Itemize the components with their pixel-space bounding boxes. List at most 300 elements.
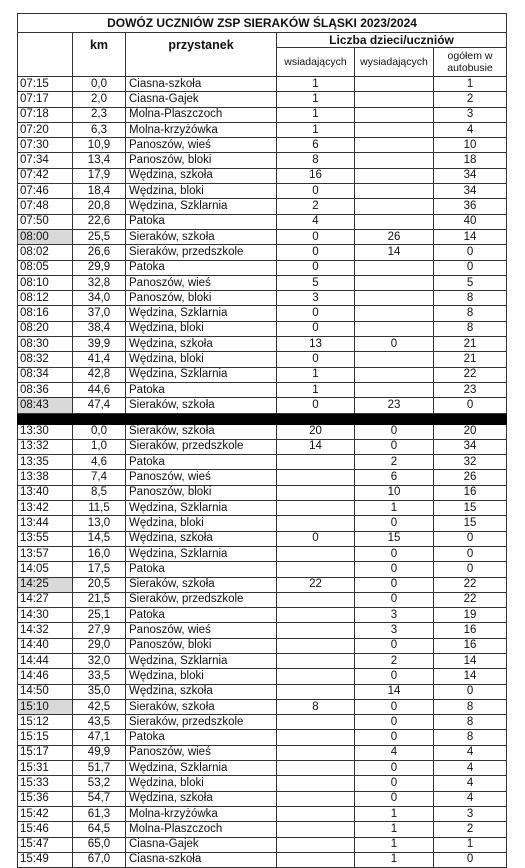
total-cell: 14	[434, 653, 507, 668]
stop-cell: Ciasna-Gajek	[126, 92, 277, 107]
time-cell: 14:27	[18, 592, 73, 607]
km-cell: 21,5	[73, 592, 126, 607]
boarding-cell: 0	[277, 321, 355, 336]
total-cell: 21	[434, 352, 507, 367]
alighting-cell	[355, 122, 434, 137]
stop-cell: Patoka	[126, 260, 277, 275]
table-row	[18, 153, 507, 168]
time-cell: 08:34	[18, 367, 73, 382]
time-cell: 07:18	[18, 107, 73, 122]
alighting-cell: 0	[355, 439, 434, 454]
alighting-cell	[355, 352, 434, 367]
boarding-cell: 1	[277, 367, 355, 382]
time-cell: 14:50	[18, 684, 73, 699]
km-cell: 17,9	[73, 168, 126, 183]
total-cell: 34	[434, 184, 507, 199]
time-cell: 07:42	[18, 168, 73, 183]
total-cell: 34	[434, 439, 507, 454]
total-cell: 0	[434, 260, 507, 275]
table-row	[18, 214, 507, 229]
alighting-cell	[355, 77, 434, 92]
children-count-header: Liczba dzieci/uczniów	[277, 33, 507, 48]
stop-cell: Wędzina, Szklarnia	[126, 306, 277, 321]
stop-cell: Patoka	[126, 562, 277, 577]
stop-cell: Panoszów, wieś	[126, 623, 277, 638]
alighting-cell: 3	[355, 608, 434, 623]
boarding-cell	[277, 562, 355, 577]
boarding-cell: 0	[277, 245, 355, 260]
total-cell: 36	[434, 199, 507, 214]
time-cell: 15:49	[18, 852, 73, 867]
table-row	[18, 684, 507, 699]
km-cell: 25,5	[73, 229, 126, 244]
total-cell: 1	[434, 837, 507, 852]
table-row	[18, 531, 507, 546]
stop-cell: Molna-Plaszczoch	[126, 107, 277, 122]
boarding-cell	[277, 455, 355, 470]
total-cell: 8	[434, 715, 507, 730]
section-divider-bar	[18, 413, 507, 424]
time-cell: 08:02	[18, 245, 73, 260]
boarding-cell	[277, 730, 355, 745]
time-cell: 07:34	[18, 153, 73, 168]
alighting-cell: 2	[355, 455, 434, 470]
total-cell: 0	[434, 562, 507, 577]
boarding-cell	[277, 638, 355, 653]
km-cell: 32,0	[73, 653, 126, 668]
km-cell: 22,6	[73, 214, 126, 229]
boarding-cell: 8	[277, 153, 355, 168]
km-cell: 11,5	[73, 501, 126, 516]
table-row	[18, 485, 507, 500]
time-cell: 14:25	[18, 577, 73, 592]
total-cell: 5	[434, 275, 507, 290]
alighting-cell	[355, 321, 434, 336]
total-cell: 8	[434, 306, 507, 321]
km-cell: 18,4	[73, 184, 126, 199]
alighting-cell: 14	[355, 245, 434, 260]
km-cell: 39,9	[73, 337, 126, 352]
table-row	[18, 275, 507, 290]
alighting-cell: 1	[355, 852, 434, 867]
km-cell: 27,9	[73, 623, 126, 638]
stop-cell: Wędzina, szkoła	[126, 531, 277, 546]
stop-cell: Wędzina, bloki	[126, 352, 277, 367]
boarding-cell: 1	[277, 382, 355, 397]
alighting-cell: 1	[355, 501, 434, 516]
total-cell: 34	[434, 168, 507, 183]
boarding-cell	[277, 745, 355, 760]
total-cell: 15	[434, 501, 507, 516]
total-cell: 16	[434, 623, 507, 638]
table-row	[18, 382, 507, 397]
time-cell: 07:17	[18, 92, 73, 107]
table-row	[18, 470, 507, 485]
km-cell: 44,6	[73, 382, 126, 397]
total-cell: 0	[434, 398, 507, 413]
boarding-cell	[277, 470, 355, 485]
total-cell: 32	[434, 455, 507, 470]
alighting-cell: 0	[355, 424, 434, 439]
time-cell: 13:32	[18, 439, 73, 454]
km-cell: 20,8	[73, 199, 126, 214]
total-cell: 0	[434, 531, 507, 546]
boarding-cell	[277, 715, 355, 730]
table-row	[18, 516, 507, 531]
alighting-cell	[355, 306, 434, 321]
table-row	[18, 455, 507, 470]
boarding-cell: 0	[277, 184, 355, 199]
time-cell: 13:30	[18, 424, 73, 439]
stop-cell: Wędzina, szkoła	[126, 337, 277, 352]
boarding-cell	[277, 608, 355, 623]
stop-cell: Panoszów, wieś	[126, 138, 277, 153]
stop-cell: Sieraków, szkoła	[126, 398, 277, 413]
time-cell: 08:10	[18, 275, 73, 290]
stop-cell: Panoszów, bloki	[126, 153, 277, 168]
total-cell: 8	[434, 730, 507, 745]
km-cell: 6,3	[73, 122, 126, 137]
alighting-cell: 14	[355, 684, 434, 699]
table-row	[18, 546, 507, 561]
table-row	[18, 562, 507, 577]
alighting-cell: 6	[355, 470, 434, 485]
alighting-cell: 26	[355, 229, 434, 244]
km-cell: 17,5	[73, 562, 126, 577]
total-cell: 18	[434, 153, 507, 168]
alighting-cell	[355, 107, 434, 122]
boarding-cell	[277, 761, 355, 776]
total-cell: 8	[434, 321, 507, 336]
time-cell: 15:36	[18, 791, 73, 806]
boarding-cell	[277, 623, 355, 638]
boarding-cell	[277, 546, 355, 561]
table-row	[18, 730, 507, 745]
table-row	[18, 367, 507, 382]
boarding-cell: 16	[277, 168, 355, 183]
table-row	[18, 653, 507, 668]
table-row	[18, 107, 507, 122]
stop-cell: Patoka	[126, 730, 277, 745]
table-row	[18, 638, 507, 653]
total-cell: 0	[434, 684, 507, 699]
km-cell: 26,6	[73, 245, 126, 260]
time-cell: 15:42	[18, 806, 73, 821]
km-cell: 51,7	[73, 761, 126, 776]
time-cell: 07:48	[18, 199, 73, 214]
alighting-cell: 0	[355, 592, 434, 607]
alighting-cell: 0	[355, 730, 434, 745]
total-cell: 15	[434, 516, 507, 531]
boarding-cell	[277, 806, 355, 821]
alighting-cell: 1	[355, 837, 434, 852]
stop-cell: Patoka	[126, 455, 277, 470]
time-cell: 08:32	[18, 352, 73, 367]
total-cell: 0	[434, 546, 507, 561]
boarding-cell: 1	[277, 107, 355, 122]
total-cell: 40	[434, 214, 507, 229]
time-cell: 08:30	[18, 337, 73, 352]
km-cell: 7,4	[73, 470, 126, 485]
total-cell: 4	[434, 761, 507, 776]
section-divider	[18, 413, 507, 424]
boarding-cell: 22	[277, 577, 355, 592]
time-cell: 15:47	[18, 837, 73, 852]
time-cell: 07:50	[18, 214, 73, 229]
total-cell: 14	[434, 669, 507, 684]
km-cell: 0,0	[73, 77, 126, 92]
boarding-header: wsiadających	[277, 48, 355, 77]
time-cell: 15:31	[18, 761, 73, 776]
km-cell: 38,4	[73, 321, 126, 336]
time-cell: 14:05	[18, 562, 73, 577]
boarding-cell: 1	[277, 92, 355, 107]
table-row	[18, 337, 507, 352]
time-cell: 13:40	[18, 485, 73, 500]
total-on-bus-header: ogółem w autobusie	[434, 48, 507, 77]
boarding-cell: 13	[277, 337, 355, 352]
time-cell: 14:46	[18, 669, 73, 684]
alighting-cell: 0	[355, 761, 434, 776]
bus-schedule-table	[17, 13, 507, 868]
table-row	[18, 352, 507, 367]
boarding-cell: 0	[277, 398, 355, 413]
table-row	[18, 229, 507, 244]
stop-cell: Wędzina, Szklarnia	[126, 761, 277, 776]
boarding-cell: 0	[277, 260, 355, 275]
total-cell: 3	[434, 107, 507, 122]
km-cell: 34,0	[73, 291, 126, 306]
time-cell: 08:05	[18, 260, 73, 275]
alighting-cell	[355, 92, 434, 107]
km-cell: 0,0	[73, 424, 126, 439]
total-cell: 26	[434, 470, 507, 485]
total-cell: 0	[434, 852, 507, 867]
stop-cell: Sieraków, szkoła	[126, 424, 277, 439]
boarding-cell: 3	[277, 291, 355, 306]
table-row	[18, 501, 507, 516]
alighting-cell: 0	[355, 669, 434, 684]
km-cell: 29,9	[73, 260, 126, 275]
stop-cell: Wędzina, szkoła	[126, 168, 277, 183]
table-row	[18, 852, 507, 867]
total-cell: 10	[434, 138, 507, 153]
stop-cell: Molna-krzyżówka	[126, 806, 277, 821]
time-cell: 13:35	[18, 455, 73, 470]
total-cell: 21	[434, 337, 507, 352]
boarding-cell	[277, 684, 355, 699]
alighting-cell	[355, 184, 434, 199]
table-row	[18, 92, 507, 107]
alighting-cell: 15	[355, 531, 434, 546]
stop-cell: Panoszów, bloki	[126, 638, 277, 653]
time-cell: 08:12	[18, 291, 73, 306]
boarding-cell: 5	[277, 275, 355, 290]
time-cell: 08:16	[18, 306, 73, 321]
boarding-cell: 20	[277, 424, 355, 439]
table-row	[18, 306, 507, 321]
km-cell: 1,0	[73, 439, 126, 454]
total-cell: 22	[434, 592, 507, 607]
km-cell: 8,5	[73, 485, 126, 500]
table-row	[18, 260, 507, 275]
alighting-cell: 0	[355, 791, 434, 806]
time-cell: 13:44	[18, 516, 73, 531]
total-cell: 19	[434, 608, 507, 623]
total-cell: 16	[434, 485, 507, 500]
document-title: DOWÓZ UCZNIÓW ZSP SIERAKÓW ŚLĄSKI 2023/2024	[18, 14, 507, 33]
boarding-cell	[277, 822, 355, 837]
stop-cell: Wędzina, Szklarnia	[126, 199, 277, 214]
km-cell: 64,5	[73, 822, 126, 837]
km-cell: 54,7	[73, 791, 126, 806]
alighting-cell	[355, 138, 434, 153]
boarding-cell	[277, 653, 355, 668]
stop-cell: Ciasna-szkoła	[126, 852, 277, 867]
time-cell: 13:57	[18, 546, 73, 561]
time-cell: 14:44	[18, 653, 73, 668]
table-row	[18, 822, 507, 837]
total-cell: 23	[434, 382, 507, 397]
alighting-cell	[355, 275, 434, 290]
alighting-cell: 23	[355, 398, 434, 413]
alighting-cell: 0	[355, 699, 434, 714]
km-cell: 4,6	[73, 455, 126, 470]
stop-cell: Sieraków, przedszkole	[126, 439, 277, 454]
table-row	[18, 398, 507, 413]
km-cell: 2,3	[73, 107, 126, 122]
table-row	[18, 184, 507, 199]
boarding-cell	[277, 592, 355, 607]
stop-cell: Wędzina, bloki	[126, 776, 277, 791]
time-cell: 13:38	[18, 470, 73, 485]
stop-cell: Panoszów, bloki	[126, 485, 277, 500]
time-header	[18, 33, 73, 77]
km-cell: 47,4	[73, 398, 126, 413]
time-cell: 15:10	[18, 699, 73, 714]
stop-cell: Sieraków, przedszkole	[126, 592, 277, 607]
stop-cell: Wędzina, Szklarnia	[126, 367, 277, 382]
stop-cell: Sieraków, szkoła	[126, 699, 277, 714]
table-row	[18, 77, 507, 92]
km-cell: 29,0	[73, 638, 126, 653]
total-cell: 8	[434, 291, 507, 306]
time-cell: 14:30	[18, 608, 73, 623]
stop-cell: Patoka	[126, 608, 277, 623]
alighting-cell: 0	[355, 337, 434, 352]
km-cell: 42,5	[73, 699, 126, 714]
total-cell: 22	[434, 577, 507, 592]
km-cell: 16,0	[73, 546, 126, 561]
stop-cell: Wędzina, bloki	[126, 184, 277, 199]
km-cell: 49,9	[73, 745, 126, 760]
boarding-cell: 0	[277, 352, 355, 367]
boarding-cell: 0	[277, 229, 355, 244]
alighting-cell: 0	[355, 776, 434, 791]
boarding-cell	[277, 776, 355, 791]
table-row	[18, 291, 507, 306]
km-header: km	[73, 33, 126, 77]
stop-cell: Sieraków, szkoła	[126, 229, 277, 244]
km-cell: 33,5	[73, 669, 126, 684]
schedule-body	[18, 77, 507, 868]
total-cell: 3	[434, 806, 507, 821]
table-row	[18, 715, 507, 730]
stop-cell: Wędzina, Szklarnia	[126, 653, 277, 668]
table-row	[18, 199, 507, 214]
km-cell: 41,4	[73, 352, 126, 367]
km-cell: 35,0	[73, 684, 126, 699]
table-row	[18, 439, 507, 454]
total-cell: 8	[434, 699, 507, 714]
alighting-cell	[355, 199, 434, 214]
alighting-cell	[355, 382, 434, 397]
table-row	[18, 592, 507, 607]
stop-cell: Wędzina, bloki	[126, 516, 277, 531]
boarding-cell: 1	[277, 77, 355, 92]
alighting-cell: 0	[355, 638, 434, 653]
stop-cell: Panoszów, bloki	[126, 291, 277, 306]
km-cell: 53,2	[73, 776, 126, 791]
total-cell: 2	[434, 822, 507, 837]
table-row	[18, 321, 507, 336]
stop-cell: Sieraków, przedszkole	[126, 715, 277, 730]
stop-cell: Wędzina, Szklarnia	[126, 546, 277, 561]
total-cell: 0	[434, 245, 507, 260]
boarding-cell: 1	[277, 122, 355, 137]
boarding-cell: 8	[277, 699, 355, 714]
alighting-cell	[355, 153, 434, 168]
time-cell: 08:00	[18, 229, 73, 244]
alighting-cell: 10	[355, 485, 434, 500]
km-cell: 43,5	[73, 715, 126, 730]
total-cell: 4	[434, 745, 507, 760]
stop-cell: Wędzina, Szklarnia	[126, 501, 277, 516]
stop-cell: Panoszów, wieś	[126, 745, 277, 760]
alighting-cell	[355, 260, 434, 275]
time-cell: 15:15	[18, 730, 73, 745]
total-cell: 20	[434, 424, 507, 439]
table-row	[18, 806, 507, 821]
time-cell: 14:40	[18, 638, 73, 653]
stop-cell: Wędzina, bloki	[126, 669, 277, 684]
alighting-cell: 3	[355, 623, 434, 638]
stop-cell: Molna-krzyżówka	[126, 122, 277, 137]
table-row	[18, 245, 507, 260]
time-cell: 15:33	[18, 776, 73, 791]
boarding-cell: 14	[277, 439, 355, 454]
stop-header: przystanek	[126, 33, 277, 77]
alighting-cell: 4	[355, 745, 434, 760]
time-cell: 08:20	[18, 321, 73, 336]
boarding-cell: 2	[277, 199, 355, 214]
boarding-cell	[277, 791, 355, 806]
total-cell: 4	[434, 791, 507, 806]
km-cell: 20,5	[73, 577, 126, 592]
time-cell: 14:32	[18, 623, 73, 638]
km-cell: 14,5	[73, 531, 126, 546]
boarding-cell: 0	[277, 531, 355, 546]
km-cell: 61,3	[73, 806, 126, 821]
boarding-cell: 0	[277, 306, 355, 321]
total-cell: 14	[434, 229, 507, 244]
stop-cell: Ciasna-szkoła	[126, 77, 277, 92]
table-row	[18, 791, 507, 806]
km-cell: 47,1	[73, 730, 126, 745]
alighting-cell	[355, 168, 434, 183]
alighting-cell: 0	[355, 516, 434, 531]
time-cell: 08:36	[18, 382, 73, 397]
